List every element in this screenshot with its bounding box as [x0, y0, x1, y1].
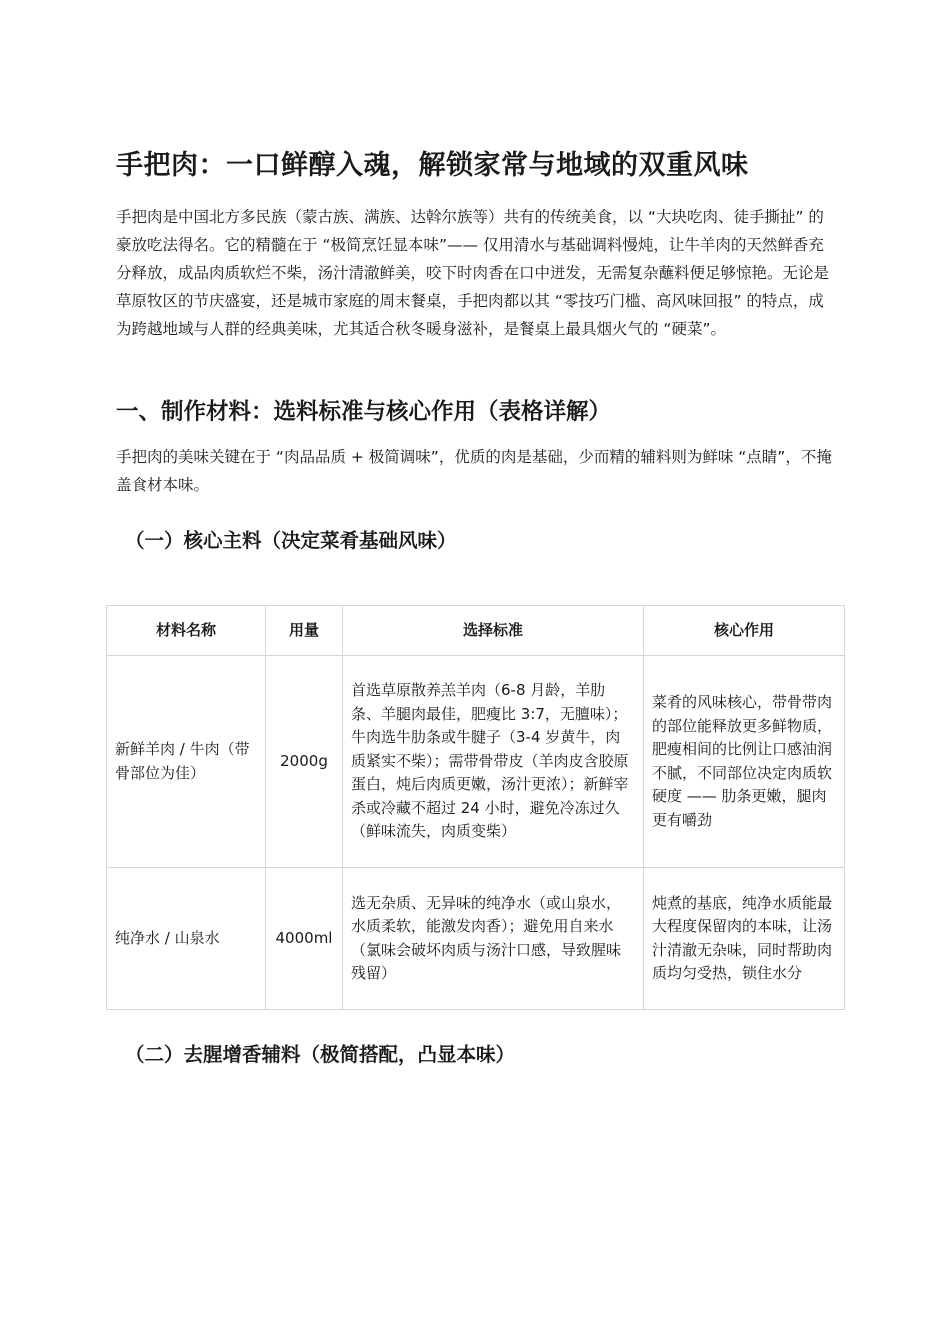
table-row: [107, 868, 845, 1010]
intro-paragraph: 手把肉是中国北方多民族（蒙古族、满族、达斡尔族等）共有的传统美食，以 “大块吃肉、徒手撕扯” 的豪放吃法得名。它的精髓在于 “极简烹饪显本味”—— 仅用清水与基础调料慢炖，让牛羊肉的天然鲜香充分释放，成品肉质软烂不柴，汤汁清澈鲜美，咬下时肉香在口中迸发，无需复杂蘸料便足够惊艳。无论是草原牧区的节庆盛宴，还是城市家庭的周末餐桌，手把肉都以其 “零技巧门槛、高风味回报” 的特点，成为跨越地域与人群的经典美味，尤其适合秋冬暖身滋补，是餐桌上最具烟火气的 “硬菜”。: [116, 208, 830, 338]
cell-amount: 4000ml: [266, 868, 343, 1010]
cell-role: 菜肴的风味核心，带骨带肉的部位能释放更多鲜物质，肥瘦相间的比例让口感油润不腻，不同部位决定肉质软硬度 —— 肋条更嫩，腿肉更有嚼劲: [644, 656, 845, 868]
subsection-heading-main-ingredients: （一）核心主料（决定菜肴基础风味）: [125, 529, 457, 552]
cell-standard: 首选草原散养羔羊肉（6-8 月龄，羊肋条、羊腿肉最佳，肥瘦比 3:7，无膻味）；牛肉选牛肋条或牛腱子（3-4 岁黄牛，肉质紧实不柴）；需带骨带皮（羊肉皮含胶原蛋白，炖后肉质更嫩，汤汁更浓）；新鲜宰杀或冷藏不超过 24 小时，避免冷冻过久（鲜味流失，肉质变柴）: [343, 656, 644, 868]
cell-role: 炖煮的基底，纯净水质能最大程度保留肉的本味，让汤汁清澈无杂味，同时帮助肉质均匀受热，锁住水分: [644, 868, 845, 1010]
cell-name: 纯净水 / 山泉水: [107, 868, 266, 1010]
cell-amount: 2000g: [266, 656, 343, 868]
column-header-role: 核心作用: [644, 606, 845, 656]
section-heading: 一、制作材料：选料标准与核心作用（表格详解）: [116, 399, 612, 425]
page-title: 手把肉：一口鲜醇入魂，解锁家常与地域的双重风味: [116, 150, 749, 181]
cell-name: 新鲜羊肉 / 牛肉（带骨部位为佳）: [107, 656, 266, 868]
table-row: [107, 656, 845, 868]
cell-standard: 选无杂质、无异味的纯净水（或山泉水，水质柔软，能激发肉香）；避免用自来水（氯味会破坏肉质与汤汁口感，导致腥味残留）: [343, 868, 644, 1010]
column-header-amount: 用量: [266, 606, 343, 656]
table-header-row: [107, 606, 845, 656]
section-intro-paragraph: 手把肉的美味关键在于 “肉品品质 + 极简调味”，优质的肉是基础，少而精的辅料则为鲜味 “点睛”，不掩盖食材本味。: [116, 448, 832, 494]
column-header-standard: 选择标准: [343, 606, 644, 656]
ingredients-table: [106, 605, 845, 1010]
column-header-name: 材料名称: [107, 606, 266, 656]
subsection-heading-aromatics: （二）去腥增香辅料（极简搭配，凸显本味）: [125, 1043, 516, 1066]
